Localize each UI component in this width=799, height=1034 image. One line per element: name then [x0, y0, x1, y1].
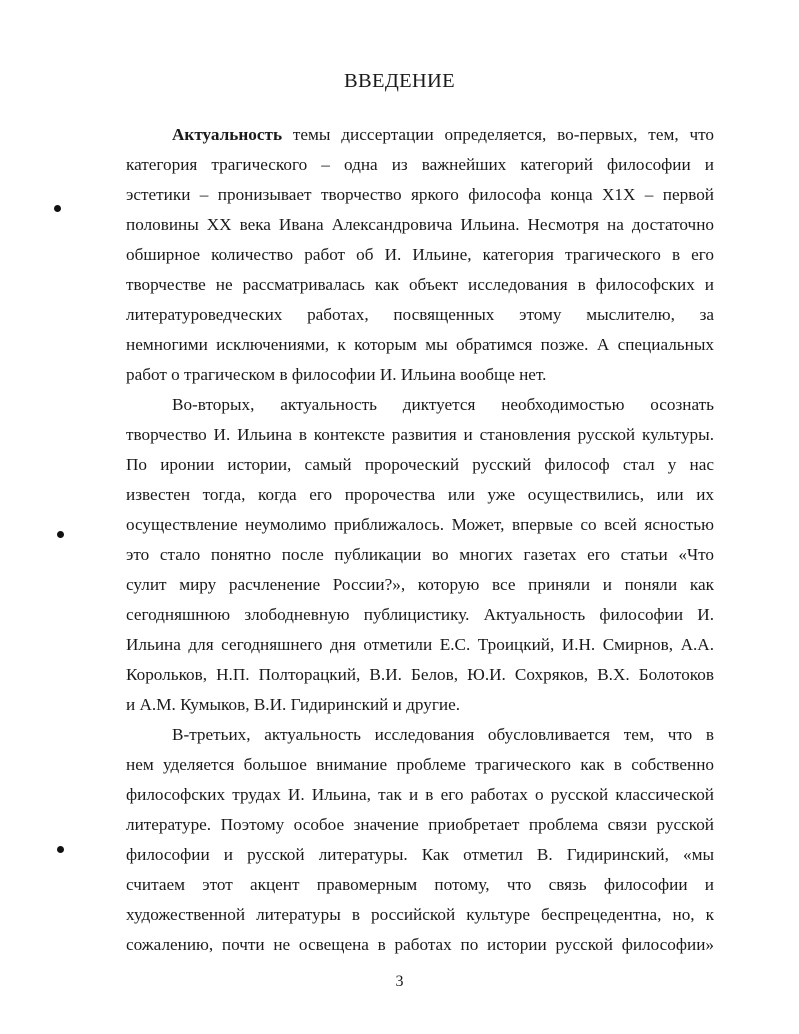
text-line: Во-вторых, актуальность диктуется необходимостью осознать [172, 395, 714, 414]
text-line: нем уделяется большое внимание проблеме трагического как в собственно [126, 755, 714, 774]
text-line: считаем этот акцент правомерным потому, что связь философии и [126, 875, 714, 894]
text-line: литературоведческих работах, посвященных этому мыслителю, за [126, 305, 714, 324]
page-number: 3 [395, 973, 404, 990]
text-line: осуществление неумолимо приближалось. Может, впервые со всей ясностью [126, 515, 714, 534]
text-line: По иронии истории, самый пророческий русский философ стал у нас [126, 455, 714, 474]
text-line: обширное количество работ об И. Ильине, категория трагического в его [126, 245, 714, 264]
text-line: философии и русской литературы. Как отметил В. Гидиринский, «мы [126, 845, 714, 864]
scan-mark-dot [57, 846, 64, 853]
page-title: ВВЕДЕНИЕ [344, 70, 455, 92]
text-line: литературе. Поэтому особое значение приобретает проблема связи русской [126, 815, 714, 834]
text-line: половины ХХ века Ивана Александровича Ильина. Несмотря на достаточно [126, 215, 714, 234]
text-line: известен тогда, когда его пророчества или уже осуществились, или их [126, 485, 714, 504]
text-line: эстетики – пронизывает творчество яркого философа конца Х1Х – первой [126, 185, 714, 204]
line-text: темы диссертации определяется, во-первых, тем, что [282, 125, 714, 144]
text-line: категория трагического – одна из важнейших категорий философии и [126, 155, 714, 174]
text-line: В-третьих, актуальность исследования обусловливается тем, что в [172, 725, 714, 744]
text-line: творчестве не рассматривалась как объект исследования в философских и [126, 275, 714, 294]
text-line: сегодняшнюю злободневную публицистику. Актуальность философии И. [126, 605, 714, 624]
text-line: сожалению, почти не освещена в работах по истории русской философии» [126, 935, 714, 954]
body-text [126, 120, 714, 960]
text-line [126, 120, 714, 150]
bold-term: Актуальность [172, 125, 283, 144]
text-line: философских трудах И. Ильина, так и в его работах о русской классической [126, 785, 714, 804]
text-line: Ильина для сегодняшнего дня отметили Е.С. Троицкий, И.Н. Смирнов, А.А. [126, 635, 714, 654]
text-line: художественной литературы в российской культуре беспрецедентна, но, к [126, 905, 714, 924]
text-line: и А.М. Кумыков, В.И. Гидиринский и другие. [126, 695, 461, 714]
text-line: немногими исключениями, к которым мы обратимся позже. А специальных [126, 335, 714, 354]
text-line: творчество И. Ильина в контексте развития и становления русской культуры. [126, 425, 714, 444]
text-line: сулит миру расчленение России?», которую все приняли и поняли как [126, 575, 714, 594]
scan-mark-dot [54, 205, 61, 212]
text-line: это стало понятно после публикации во многих газетах его статьи «Что [126, 545, 714, 564]
scan-mark-dot [57, 531, 64, 538]
text-line: Корольков, Н.П. Полторацкий, В.И. Белов, Ю.И. Сохряков, В.Х. Болотоков [126, 665, 714, 684]
text-line: работ о трагическом в философии И. Ильина вообще нет. [126, 365, 547, 384]
